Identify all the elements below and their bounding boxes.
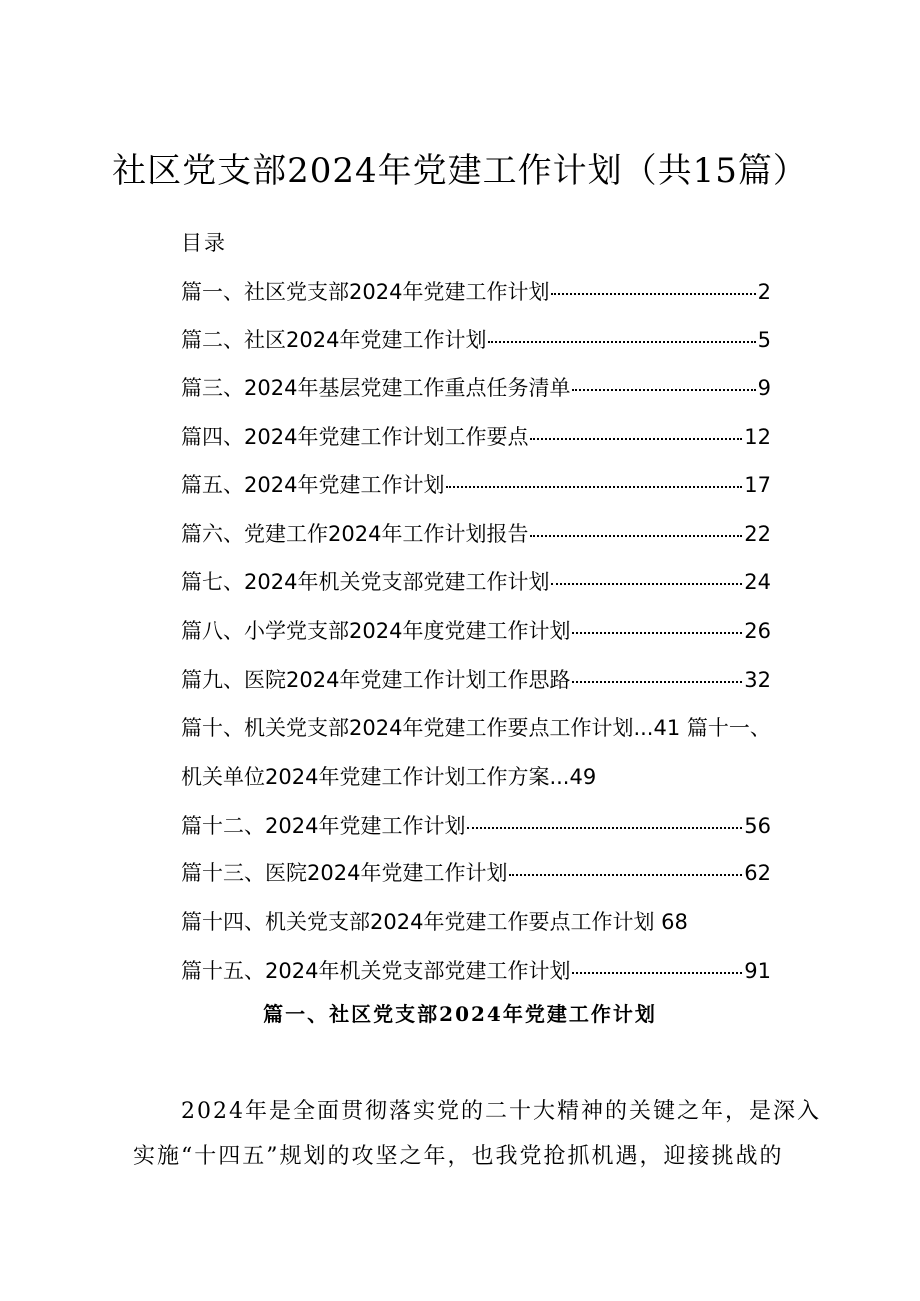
toc-entry-label: 篇七、2024年机关党支部党建工作计划 [181, 570, 550, 594]
toc-leader [530, 534, 742, 537]
toc-entry-12[interactable] [181, 810, 771, 842]
document-title: 社区党支部2024年党建工作计划（共15篇） [112, 151, 808, 191]
toc-leader [488, 340, 755, 343]
toc-entry-14[interactable]: 篇十四、机关党支部2024年党建工作要点工作计划 68 [181, 910, 688, 934]
toc-leader [509, 873, 742, 876]
toc-entry-label: 篇二、社区2024年党建工作计划 [181, 328, 487, 352]
toc-page-number: 62 [744, 861, 771, 885]
toc-page-number: 12 [744, 425, 771, 449]
toc-entry-4[interactable] [181, 421, 771, 453]
toc-entry-label: 篇五、2024年党建工作计划 [181, 473, 445, 497]
toc-entry-13[interactable] [181, 857, 771, 889]
body-paragraph-line-2: 实施“十四五”规划的攻坚之年，也我党抢抓机遇，迎接挑战的 [133, 1144, 784, 1169]
toc-page-number: 17 [744, 473, 771, 497]
toc-entry-5[interactable] [181, 469, 771, 501]
toc-entry-label: 篇一、社区党支部2024年党建工作计划 [181, 280, 550, 304]
toc-leader [572, 971, 742, 974]
toc-page-number: 91 [744, 959, 771, 983]
toc-page-number: 32 [744, 668, 771, 692]
toc-leader [551, 582, 742, 585]
toc-entry-15[interactable] [181, 955, 771, 987]
toc-page-number: 26 [744, 619, 771, 643]
body-paragraph-line-1: 2024年是全面贯彻落实党的二十大精神的关键之年，是深入 [181, 1099, 821, 1124]
toc-leader [446, 485, 742, 488]
toc-entry-label: 篇六、党建工作2024年工作计划报告 [181, 522, 529, 546]
toc-entry-label: 篇十三、医院2024年党建工作计划 [181, 861, 508, 885]
toc-leader [467, 826, 742, 829]
section-heading: 篇一、社区党支部2024年党建工作计划 [263, 1002, 657, 1026]
toc-entry-6[interactable] [181, 518, 771, 550]
toc-leader [530, 437, 742, 440]
toc-entry-9[interactable] [181, 664, 771, 696]
toc-entry-label: 篇九、医院2024年党建工作计划工作思路 [181, 668, 571, 692]
toc-entry-label: 篇四、2024年党建工作计划工作要点 [181, 425, 529, 449]
toc-leader [572, 680, 742, 683]
toc-entry-8[interactable] [181, 615, 771, 647]
toc-leader [551, 292, 755, 295]
toc-entry-7[interactable] [181, 566, 771, 598]
toc-entry-2[interactable] [181, 324, 771, 356]
toc-leader [572, 388, 755, 391]
toc-entry-1[interactable] [181, 276, 771, 308]
toc-entry-label: 篇十五、2024年机关党支部党建工作计划 [181, 959, 571, 983]
toc-page-number: 24 [744, 570, 771, 594]
toc-entry-label: 篇八、小学党支部2024年度党建工作计划 [181, 619, 571, 643]
toc-leader [572, 631, 742, 634]
toc-entry-10-11-line[interactable]: 篇十、机关党支部2024年党建工作要点工作计划...41 篇十一、 [181, 716, 771, 740]
toc-page-number: 56 [744, 814, 771, 838]
toc-entry-11-continuation[interactable]: 机关单位2024年党建工作计划工作方案...49 [181, 765, 597, 789]
toc-page-number: 5 [757, 328, 771, 352]
toc-page-number: 22 [744, 522, 771, 546]
toc-page-number: 9 [757, 376, 771, 400]
toc-entry-label: 篇十二、2024年党建工作计划 [181, 814, 466, 838]
toc-heading: 目录 [181, 231, 227, 255]
toc-entry-3[interactable] [181, 372, 771, 404]
toc-entry-label: 篇三、2024年基层党建工作重点任务清单 [181, 376, 571, 400]
toc-page-number: 2 [757, 280, 771, 304]
